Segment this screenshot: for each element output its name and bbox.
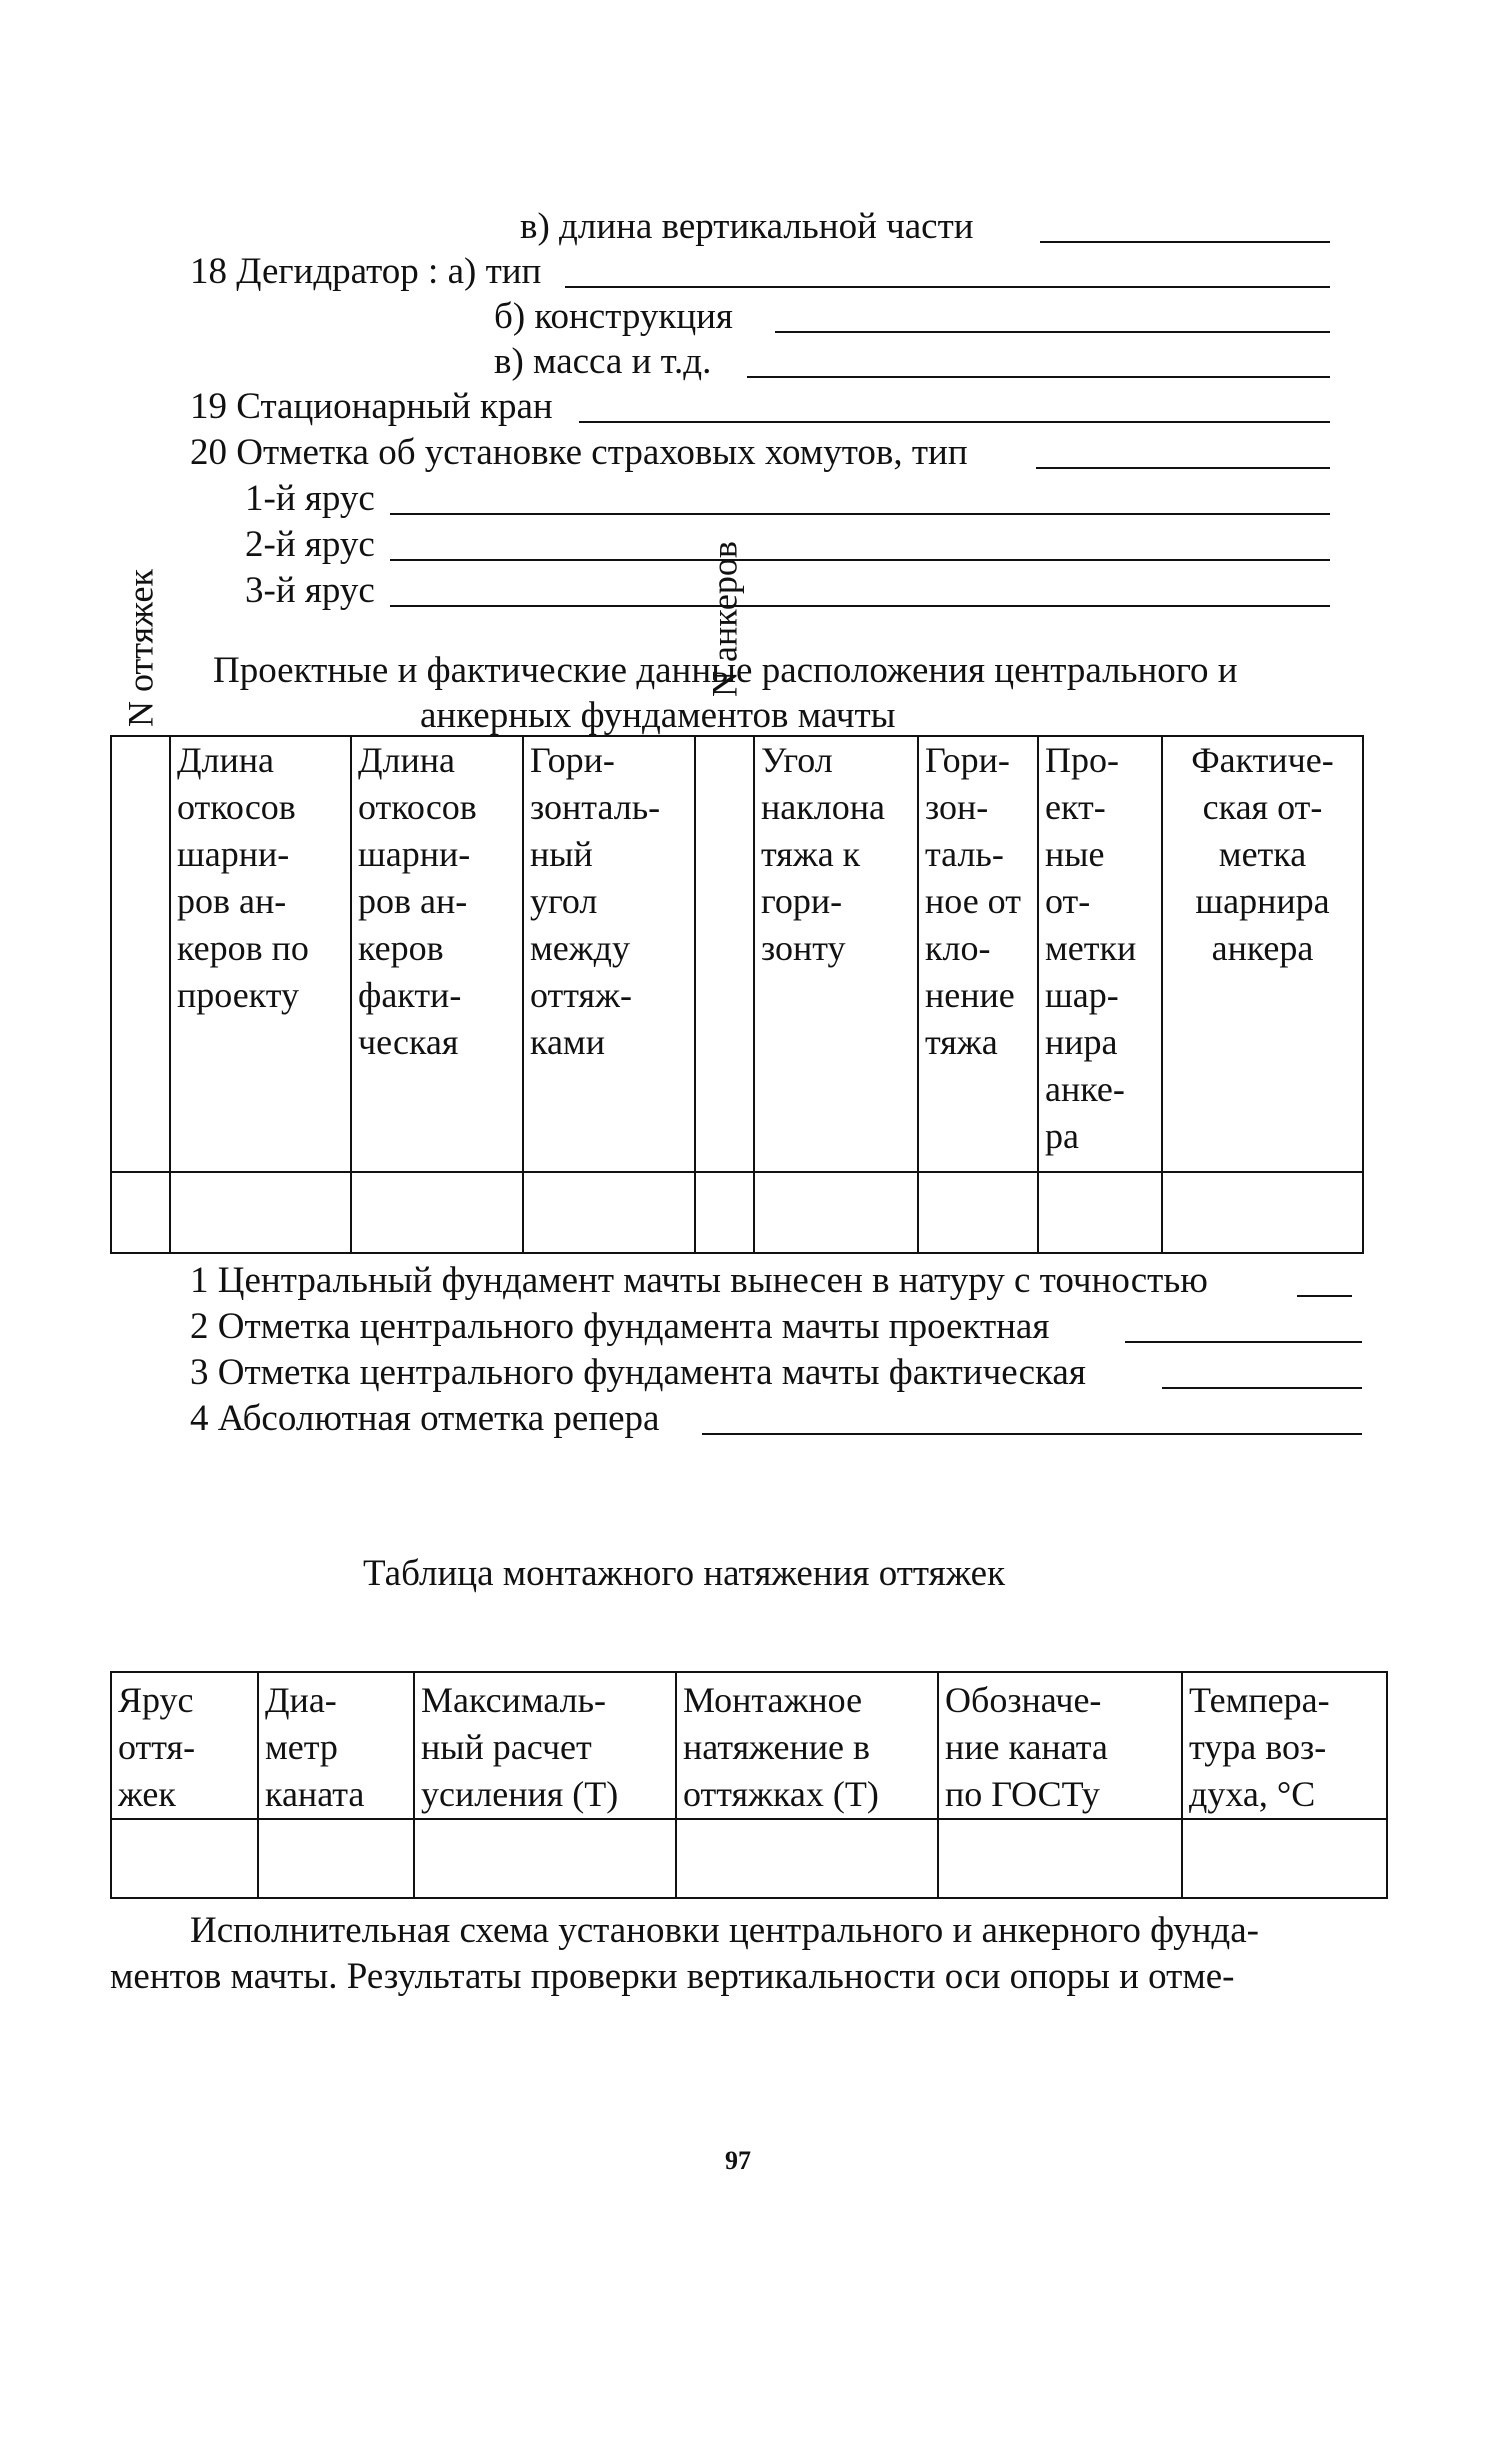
header-horizontal-angle: Гори- зонталь- ный угол между оттяж- ками — [523, 736, 695, 1172]
table2-cell[interactable] — [1182, 1819, 1387, 1898]
tension-table — [110, 1671, 1388, 1899]
header-horizontal-deviation: Гори- зон- таль- ное от кло- нение тяжа — [918, 736, 1038, 1172]
header-anchor-number-label: N анкеров — [704, 541, 744, 697]
fill-line[interactable] — [1036, 467, 1330, 469]
table1-cell[interactable] — [695, 1172, 754, 1253]
header-guy-number — [111, 569, 170, 1172]
page-number: 97 — [725, 2146, 751, 2175]
header-actual-mark: Фактиче- ская от- метка шарнира анкера — [1162, 736, 1363, 1172]
header-design-marks: Про- ект- ные от- метки шар- нира анке- ра — [1038, 736, 1162, 1172]
table1-cell[interactable] — [1162, 1172, 1363, 1253]
table2-cell[interactable] — [258, 1819, 414, 1898]
fill-line[interactable] — [1125, 1341, 1362, 1343]
form-line-tier-3: 3-й ярус — [245, 570, 375, 611]
fill-line[interactable] — [565, 286, 1330, 288]
header-cable-diameter: Диа- метр каната — [258, 1672, 414, 1819]
fill-line[interactable] — [702, 1433, 1362, 1435]
table1-cell[interactable] — [523, 1172, 695, 1253]
form-line-safety-clamps: 20 Отметка об установке страховых хомутов, тип — [190, 432, 968, 473]
header-guy-number-label: N оттяжек — [120, 569, 160, 727]
table1-title-line1: Проектные и фактические данные расположения центрального и — [213, 650, 1238, 691]
fill-line[interactable] — [1040, 241, 1330, 243]
table1-cell[interactable] — [351, 1172, 523, 1253]
form-line-crane: 19 Стационарный кран — [190, 386, 553, 427]
table2-cell[interactable] — [111, 1819, 258, 1898]
table1-cell[interactable] — [1038, 1172, 1162, 1253]
table2-title: Таблица монтажного натяжения оттяжек — [363, 1553, 1006, 1594]
header-actual-slope-length: Длина откосов шарни- ров ан- керов факти- ческая — [351, 736, 523, 1172]
fill-line[interactable] — [775, 331, 1330, 333]
table1-cell[interactable] — [918, 1172, 1038, 1253]
header-anchor-number — [695, 541, 754, 1172]
form-line-mass: в) масса и т.д. — [494, 341, 712, 382]
table2-cell[interactable] — [938, 1819, 1182, 1898]
form-line-tier-1: 1-й ярус — [245, 478, 375, 519]
closing-paragraph-line1: Исполнительная схема установки центрального и анкерного фунда- — [190, 1910, 1259, 1951]
header-tier: Ярус оття- жек — [111, 1672, 258, 1819]
form-line-dehydrator-type: 18 Дегидратор : а) тип — [190, 251, 542, 292]
table2-cell[interactable] — [414, 1819, 676, 1898]
fill-line[interactable] — [390, 559, 1330, 561]
header-design-slope-length: Длина откосов шарни- ров ан- керов по проекту — [170, 736, 351, 1172]
table2-cell[interactable] — [676, 1819, 938, 1898]
fill-line[interactable] — [390, 605, 1330, 607]
fill-line[interactable] — [747, 376, 1330, 378]
foundation-line-1: 1 Центральный фундамент мачты вынесен в натуру с точностью — [190, 1260, 1208, 1301]
fill-line[interactable] — [1297, 1295, 1352, 1297]
header-mounting-tension: Монтажное натяжение в оттяжках (Т) — [676, 1672, 938, 1819]
fill-line[interactable] — [579, 421, 1330, 423]
header-air-temperature: Темпера- тура воз- духа, °С — [1182, 1672, 1387, 1819]
foundation-line-4: 4 Абсолютная отметка репера — [190, 1398, 660, 1439]
fill-line[interactable] — [390, 513, 1330, 515]
table1-cell[interactable] — [170, 1172, 351, 1253]
form-line-construction: б) конструкция — [494, 296, 733, 337]
fill-line[interactable] — [1162, 1387, 1362, 1389]
form-line-vertical-length: в) длина вертикальной части — [520, 206, 974, 247]
header-max-force: Максималь- ный расчет усиления (Т) — [414, 1672, 676, 1819]
table1-cell[interactable] — [754, 1172, 918, 1253]
foundation-line-3: 3 Отметка центрального фундамента мачты фактическая — [190, 1352, 1086, 1393]
foundation-line-2: 2 Отметка центрального фундамента мачты проектная — [190, 1306, 1050, 1347]
header-inclination-angle: Угол наклона тяжа к гори- зонту — [754, 736, 918, 1172]
header-cable-gost: Обозначе- ние каната по ГОСТу — [938, 1672, 1182, 1819]
form-line-tier-2: 2-й ярус — [245, 524, 375, 565]
table1-cell[interactable] — [111, 1172, 170, 1253]
table1-title-line2: анкерных фундаментов мачты — [420, 695, 896, 736]
closing-paragraph-line2: ментов мачты. Результаты проверки вертикальности оси опоры и отме- — [110, 1956, 1235, 1997]
